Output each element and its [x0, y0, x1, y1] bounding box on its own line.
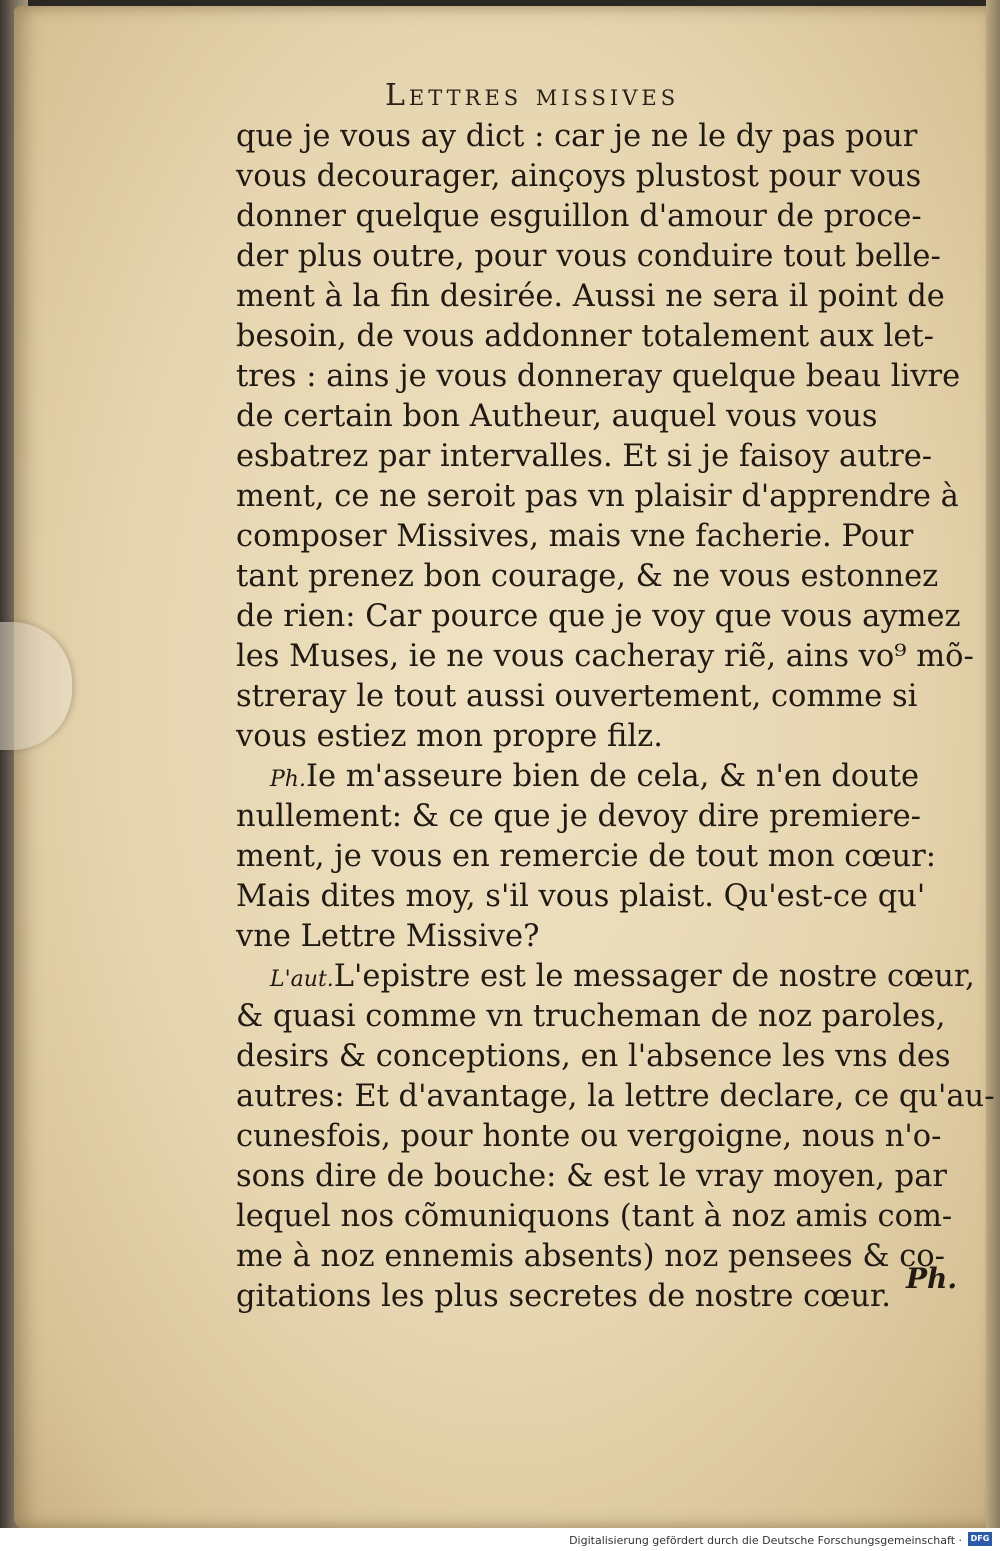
text-line: sons dire de bouche: & est le vray moyen, par: [236, 1159, 947, 1194]
speaker-line: [270, 959, 975, 994]
text-line: ment, je vous en remercie de tout mon cœur:: [236, 839, 937, 874]
text-line: L'epistre est le messager de nostre cœur,: [333, 959, 975, 994]
text-line: esbatrez par intervalles. Et si je faisoy autre-: [236, 439, 933, 474]
text-line: que je vous ay dict : car je ne le dy pas pour: [236, 119, 918, 154]
text-line: Ie m'asseure bien de cela, & n'en doute: [305, 759, 920, 794]
text-line: streray le tout aussi ouvertement, comme si: [236, 679, 918, 714]
text-line: cunesfois, pour honte ou vergoigne, nous n'o-: [236, 1119, 942, 1154]
text-line: autres: Et d'avantage, la lettre declare, ce qu'au-: [236, 1079, 995, 1114]
text-line: lequel nos cõmuniquons (tant à noz amis com-: [236, 1199, 953, 1234]
speaker-label: L'aut.: [270, 967, 334, 992]
text-line: vous decourager, ainçoys plustost pour vous: [236, 159, 922, 194]
catchword: Ph.: [906, 1262, 958, 1295]
speaker-label: Ph.: [270, 767, 306, 792]
text-line: de certain bon Autheur, auquel vous vous: [236, 399, 878, 434]
text-line: me à noz ennemis absents) noz pensees & co-: [236, 1239, 945, 1274]
text-line: gitations les plus secretes de nostre cœur.: [236, 1279, 891, 1314]
text-line: tant prenez bon courage, & ne vous estonnez: [236, 559, 939, 594]
text-line: vous estiez mon propre filz.: [236, 719, 663, 754]
text-line: vne Lettre Missive?: [236, 919, 540, 954]
text-line: de rien: Car pource que je voy que vous aymez: [236, 599, 961, 634]
text-line: & quasi comme vn trucheman de noz paroles,: [236, 999, 946, 1034]
text-line: ment à la fin desirée. Aussi ne sera il point de: [236, 279, 945, 314]
text-line: der plus outre, pour vous conduire tout belle-: [236, 239, 941, 274]
footer-credit: Digitalisierung gefördert durch die Deutsche Forschungsgemeinschaft ·: [569, 1534, 962, 1547]
page-right-edge: [986, 0, 1000, 1551]
text-line: les Muses, ie ne vous cacheray riẽ, ains vo⁹ mõ-: [236, 639, 974, 674]
text-line: tres : ains je vous donneray quelque beau livre: [236, 359, 961, 394]
text-line: ment, ce ne seroit pas vn plaisir d'apprendre à: [236, 479, 959, 514]
digitization-footer: [0, 1528, 1000, 1551]
dfg-logo-icon: DFG: [968, 1532, 992, 1546]
text-line: desirs & conceptions, en l'absence les vns des: [236, 1039, 951, 1074]
speaker-line: [270, 759, 920, 794]
text-line: composer Missives, mais vne facherie. Pour: [236, 519, 914, 554]
text-line: nullement: & ce que je devoy dire premiere-: [236, 799, 921, 834]
text-line: Mais dites moy, s'il vous plaist. Qu'est-ce qu': [236, 879, 926, 914]
text-line: besoin, de vous addonner totalement aux let-: [236, 319, 934, 354]
text-line: donner quelque esguillon d'amour de proce-: [236, 199, 922, 234]
running-head: Lettres missives: [385, 78, 680, 113]
